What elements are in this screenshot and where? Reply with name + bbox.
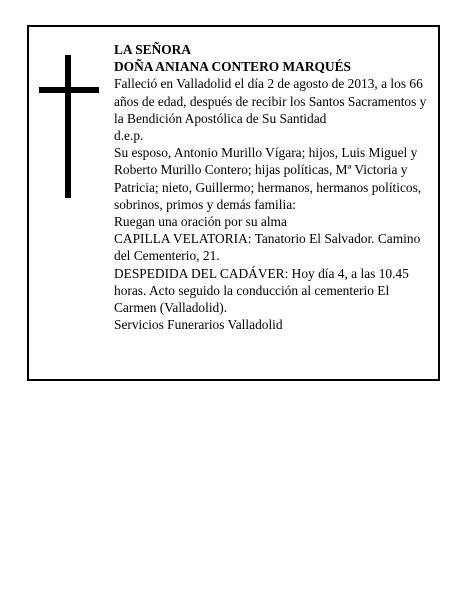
death-paragraph: Falleció en Valladolid el día 2 de agosto de 2013, a los 66 años de edad, después de recibir los Santos Sacramentos y la Bendición Apostólica de Su Santidad — [114, 76, 427, 126]
deceased-name: DOÑA ANIANA CONTERO MARQUÉS — [114, 59, 351, 75]
chapel-paragraph: CAPILLA VELATORIA: Tanatorio El Salvador. Camino del Cementerio, 21. — [114, 231, 421, 264]
dep-abbreviation: d.e.p. — [114, 128, 144, 144]
funeral-services: Servicios Funerarios Valladolid — [114, 317, 283, 333]
prayer-request: Ruegan una oración por su alma — [114, 214, 287, 230]
family-paragraph: Su esposo, Antonio Murillo Vígara; hijos, Luis Miguel y Roberto Murillo Contero; hijas políticas, Mª Victoria y Patricia; nieto, Guillermo; hermanos, hermanos políticos, sobrinos, primos y demás familia: — [114, 145, 422, 212]
cross-vertical-bar — [65, 55, 71, 198]
cross-horizontal-bar — [39, 87, 99, 93]
cross-icon — [39, 55, 99, 198]
obituary-text-block — [114, 41, 432, 333]
obituary-notice-frame — [27, 25, 440, 381]
farewell-paragraph: DESPEDIDA DEL CADÁVER: Hoy día 4, a las 10.45 horas. Acto seguido la conducción al cementerio El Carmen (Valladolid). — [114, 265, 409, 316]
title-line-1: LA SEÑORA — [114, 42, 192, 57]
